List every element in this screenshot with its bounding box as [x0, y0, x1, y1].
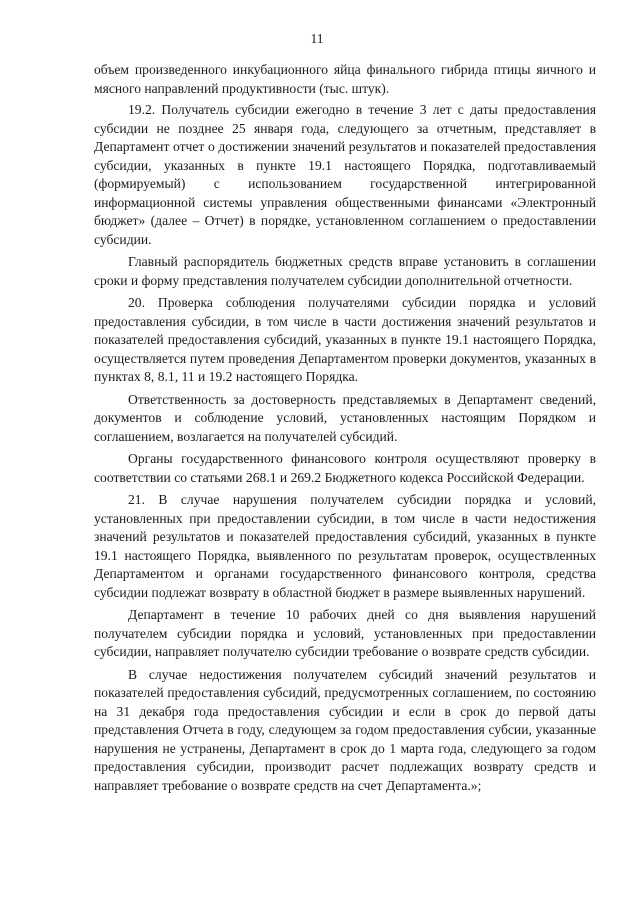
- paragraph-19-2: 19.2. Получатель субсидии ежегодно в течение 3 лет с даты предоставления субсидии не позднее 25 января года, следующего за отчетным, представляет в Департамент отчет о достижении значений результатов и показателей предоставления субсидии, указанных в пункте 19.1 настоящего Порядка, подготавливаемый (формируемый) с использованием государственной интегрированной информационной системы управления общественными финансами «Электронный бюджет» (далее – Отчет) в порядке, установленном соглашением о предоставлении субсидии.: [94, 102, 596, 247]
- paragraph-21: 21. В случае нарушения получателем субсидии порядка и условий, установленных при предоставлении субсидии, в том числе в части недостижения значений результатов и показателей предоставления субсидий, указанных в пункте 19.1 настоящего Порядка, выявленного по результатам проверок, осуществленных Департаментом и органами государственного финансового контроля, средства субсидии подлежат возврату в областной бюджет в размере выявленных нарушений.: [94, 492, 596, 600]
- page-number: 11: [310, 31, 324, 46]
- paragraph-responsibility: Ответственность за достоверность представляемых в Департамент сведений, документов и соблюдение условий, установленных настоящим Порядком и соглашением, возлагается на получателей субсидий.: [94, 391, 596, 444]
- paragraph-continuation: объем произведенного инкубационного яйца финального гибрида птицы яичного и мясного направлений продуктивности (тыс. штук).: [94, 62, 596, 96]
- document-body: [94, 61, 596, 799]
- paragraph-additional-reporting: Главный распорядитель бюджетных средств вправе установить в соглашении сроки и форму представления получателем субсидии дополнительной отчетности.: [94, 254, 596, 288]
- paragraph-20: 20. Проверка соблюдения получателями субсидии порядка и условий предоставления субсидии, в том числе в части достижения значений результатов и показателей предоставления субсидий, указанных в пункте 19.1 настоящего Порядка, осуществляется путем проведения Департаментом проверки документов, указанных в пунктах 8, 8.1, 11 и 19.2 настоящего Порядка.: [94, 295, 596, 384]
- paragraph-refund-demand: Департамент в течение 10 рабочих дней со дня выявления нарушений получателем субсидии порядка и условий, установленных при предоставлении субсидии, направляет получателю субсидии требование о возврате средств субсидии.: [94, 607, 596, 659]
- paragraph-non-achievement: В случае недостижения получателем субсидий значений результатов и показателей предоставления субсидий, предусмотренных соглашением, по состоянию на 31 декабря года предоставления субсидии и если в срок до первой даты представления Отчета в году, следующем за годом предоставления субсии, указанные нарушения не устранены, Департамент в срок до 1 марта года, следующего за годом предоставления субсидии, производит расчет подлежащих возврату средств и направляет требование о возврате средств на счет Департамента.»;: [94, 666, 596, 793]
- paragraph-financial-control: Органы государственного финансового контроля осуществляют проверку в соответствии со статьями 268.1 и 269.2 Бюджетного кодекса Российской Федерации.: [94, 451, 596, 485]
